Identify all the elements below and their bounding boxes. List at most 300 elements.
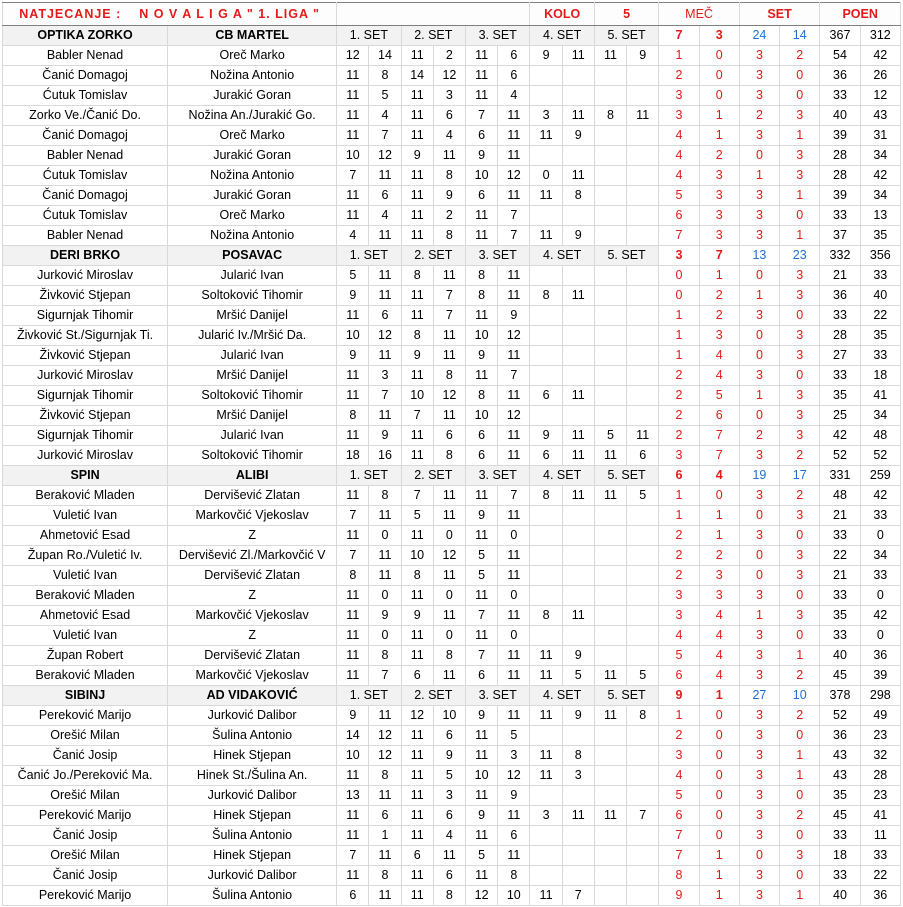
game-points-home: 33 — [820, 86, 860, 106]
set-score: 0 — [369, 526, 401, 546]
game-points-away: 33 — [860, 506, 900, 526]
away-player: Nožina Antonio — [168, 66, 337, 86]
set-score — [594, 726, 626, 746]
set-score: 11 — [594, 806, 626, 826]
set-score: 11 — [562, 806, 594, 826]
game-sets-home: 3 — [739, 306, 779, 326]
game-row — [3, 106, 901, 126]
running-match-home: 4 — [659, 126, 699, 146]
set-score: 0 — [369, 586, 401, 606]
set-score: 7 — [498, 366, 530, 386]
game-row — [3, 46, 901, 66]
set-score: 12 — [498, 766, 530, 786]
set-score: 8 — [433, 646, 465, 666]
set-score: 0 — [369, 626, 401, 646]
running-match-home: 3 — [659, 746, 699, 766]
set-score: 11 — [562, 106, 594, 126]
set-score: 8 — [562, 186, 594, 206]
set-score: 11 — [337, 866, 369, 886]
away-player: Hinek St./Šulina An. — [168, 766, 337, 786]
set-score: 11 — [401, 826, 433, 846]
running-match-home: 1 — [659, 306, 699, 326]
set-score: 11 — [401, 726, 433, 746]
away-player: Šulina Antonio — [168, 826, 337, 846]
game-points-away: 28 — [860, 766, 900, 786]
set-score — [594, 886, 626, 906]
home-player: Župan Ro./Vuletić Iv. — [3, 546, 168, 566]
running-match-away: 2 — [699, 546, 739, 566]
set-score: 11 — [498, 446, 530, 466]
away-team-name: CB MARTEL — [168, 26, 337, 46]
set-score: 11 — [369, 846, 401, 866]
points-home-total: 378 — [820, 686, 860, 706]
set-score: 11 — [369, 786, 401, 806]
game-sets-away: 1 — [780, 126, 820, 146]
set-score: 9 — [498, 786, 530, 806]
running-match-home: 2 — [659, 406, 699, 426]
game-sets-home: 3 — [739, 366, 779, 386]
set-score: 11 — [594, 706, 626, 726]
league-name: N O V A L I G A " 1. LIGA " — [139, 6, 320, 21]
set-score — [627, 786, 659, 806]
set-score — [627, 566, 659, 586]
set-score: 8 — [433, 886, 465, 906]
set-score: 11 — [498, 606, 530, 626]
running-match-home: 9 — [659, 886, 699, 906]
game-sets-away: 3 — [780, 406, 820, 426]
running-match-away: 0 — [699, 766, 739, 786]
set-score: 11 — [530, 886, 562, 906]
set-score: 11 — [433, 146, 465, 166]
game-sets-home: 3 — [739, 446, 779, 466]
running-match-away: 0 — [699, 826, 739, 846]
set-score: 6 — [498, 46, 530, 66]
away-player: Soltoković Tihomir — [168, 286, 337, 306]
set-score — [627, 266, 659, 286]
set-header-4: 4. SET — [530, 686, 594, 706]
game-points-home: 40 — [820, 106, 860, 126]
set-score: 9 — [337, 346, 369, 366]
set-score: 11 — [433, 606, 465, 626]
game-sets-away: 3 — [780, 106, 820, 126]
set-score — [627, 306, 659, 326]
set-score: 11 — [369, 286, 401, 306]
set-score: 11 — [466, 866, 498, 886]
game-sets-away: 0 — [780, 366, 820, 386]
set-score: 8 — [401, 266, 433, 286]
set-score: 8 — [369, 866, 401, 886]
running-match-away: 4 — [699, 666, 739, 686]
game-sets-home: 3 — [739, 46, 779, 66]
away-player: Šulina Antonio — [168, 886, 337, 906]
set-score: 11 — [401, 646, 433, 666]
game-points-home: 35 — [820, 386, 860, 406]
game-points-away: 0 — [860, 586, 900, 606]
game-points-home: 21 — [820, 566, 860, 586]
game-points-away: 48 — [860, 426, 900, 446]
match-home-score: 3 — [659, 246, 699, 266]
game-points-home: 36 — [820, 726, 860, 746]
away-player: Šulina Antonio — [168, 726, 337, 746]
match-home-score: 9 — [659, 686, 699, 706]
set-score: 8 — [530, 486, 562, 506]
game-points-away: 11 — [860, 826, 900, 846]
set-score: 6 — [369, 306, 401, 326]
set-score: 4 — [369, 106, 401, 126]
running-match-home: 1 — [659, 46, 699, 66]
set-score: 6 — [530, 446, 562, 466]
away-player: Dervišević Zlatan — [168, 646, 337, 666]
away-player: Jurakić Goran — [168, 86, 337, 106]
set-score: 11 — [530, 646, 562, 666]
game-points-home: 52 — [820, 446, 860, 466]
game-sets-away: 0 — [780, 826, 820, 846]
home-player: Živković Stjepan — [3, 286, 168, 306]
set-score: 11 — [594, 486, 626, 506]
home-player: Ćutuk Tomislav — [3, 166, 168, 186]
game-row — [3, 166, 901, 186]
running-match-away: 1 — [699, 866, 739, 886]
set-score: 12 — [433, 66, 465, 86]
set-score: 8 — [562, 746, 594, 766]
set-score: 7 — [369, 126, 401, 146]
home-player: Pereković Marijo — [3, 806, 168, 826]
game-points-home: 36 — [820, 66, 860, 86]
set-score — [627, 646, 659, 666]
game-row — [3, 146, 901, 166]
game-points-away: 23 — [860, 786, 900, 806]
set-score: 11 — [594, 446, 626, 466]
set-header-3: 3. SET — [466, 466, 530, 486]
set-score: 8 — [530, 286, 562, 306]
set-score: 10 — [466, 326, 498, 346]
set-score: 11 — [627, 426, 659, 446]
set-score: 7 — [498, 226, 530, 246]
running-match-away: 1 — [699, 526, 739, 546]
game-sets-away: 1 — [780, 646, 820, 666]
set-score: 10 — [466, 166, 498, 186]
game-row — [3, 446, 901, 466]
game-sets-home: 0 — [739, 346, 779, 366]
set-score: 11 — [369, 706, 401, 726]
set-score: 11 — [401, 786, 433, 806]
set-score: 11 — [433, 266, 465, 286]
game-points-home: 43 — [820, 766, 860, 786]
game-sets-home: 0 — [739, 566, 779, 586]
poen-label: POEN — [820, 3, 901, 26]
set-score: 11 — [498, 186, 530, 206]
set-score — [627, 146, 659, 166]
set-score: 16 — [369, 446, 401, 466]
set-score: 6 — [433, 726, 465, 746]
set-score — [530, 326, 562, 346]
set-score — [627, 606, 659, 626]
set-score: 9 — [466, 706, 498, 726]
game-points-away: 34 — [860, 406, 900, 426]
set-score — [594, 146, 626, 166]
set-score — [627, 866, 659, 886]
set-score: 11 — [401, 306, 433, 326]
away-player: Jurković Dalibor — [168, 866, 337, 886]
set-score: 5 — [433, 766, 465, 786]
set-score: 9 — [627, 46, 659, 66]
game-points-away: 33 — [860, 266, 900, 286]
set-score: 9 — [562, 706, 594, 726]
game-row — [3, 86, 901, 106]
set-score: 11 — [530, 706, 562, 726]
game-points-away: 18 — [860, 366, 900, 386]
away-player: Hinek Stjepan — [168, 746, 337, 766]
set-score — [594, 206, 626, 226]
set-score — [594, 166, 626, 186]
set-header-2: 2. SET — [401, 466, 465, 486]
set-score: 11 — [337, 486, 369, 506]
home-player: Vuletić Ivan — [3, 566, 168, 586]
set-score: 11 — [401, 286, 433, 306]
set-score: 11 — [466, 206, 498, 226]
running-match-away: 4 — [699, 346, 739, 366]
game-points-home: 54 — [820, 46, 860, 66]
game-sets-home: 3 — [739, 726, 779, 746]
away-player: Markovčić Vjekoslav — [168, 666, 337, 686]
set-score: 11 — [337, 606, 369, 626]
set-score — [594, 186, 626, 206]
set-score: 10 — [466, 406, 498, 426]
set-score: 11 — [498, 666, 530, 686]
game-points-home: 22 — [820, 546, 860, 566]
set-score: 8 — [369, 486, 401, 506]
set-score: 8 — [401, 326, 433, 346]
running-match-home: 1 — [659, 506, 699, 526]
game-row — [3, 306, 901, 326]
set-score — [594, 646, 626, 666]
set-header-3: 3. SET — [466, 26, 530, 46]
set-score — [627, 286, 659, 306]
running-match-home: 7 — [659, 846, 699, 866]
away-player: Markovčić Vjekoslav — [168, 606, 337, 626]
set-score: 11 — [466, 226, 498, 246]
game-row — [3, 546, 901, 566]
set-score — [594, 626, 626, 646]
running-match-away: 0 — [699, 706, 739, 726]
match-away-score: 4 — [699, 466, 739, 486]
set-score: 9 — [530, 426, 562, 446]
running-match-home: 1 — [659, 706, 699, 726]
set-score: 11 — [562, 606, 594, 626]
game-row — [3, 486, 901, 506]
home-team-name: SPIN — [3, 466, 168, 486]
running-match-away: 4 — [699, 646, 739, 666]
away-player: Hinek Stjepan — [168, 806, 337, 826]
game-points-away: 41 — [860, 806, 900, 826]
set-score: 11 — [594, 46, 626, 66]
set-score: 0 — [498, 526, 530, 546]
home-player: Beraković Mladen — [3, 586, 168, 606]
set-score: 11 — [369, 226, 401, 246]
set-score: 11 — [369, 346, 401, 366]
away-team-name: POSAVAC — [168, 246, 337, 266]
set-score: 11 — [530, 666, 562, 686]
game-points-home: 25 — [820, 406, 860, 426]
game-points-home: 39 — [820, 126, 860, 146]
set-header-3: 3. SET — [466, 246, 530, 266]
game-points-away: 22 — [860, 866, 900, 886]
home-player: Vuletić Ivan — [3, 506, 168, 526]
set-score — [530, 546, 562, 566]
game-sets-away: 1 — [780, 186, 820, 206]
game-row — [3, 386, 901, 406]
set-score: 11 — [337, 626, 369, 646]
set-score: 7 — [369, 386, 401, 406]
set-score — [530, 86, 562, 106]
game-sets-home: 3 — [739, 526, 779, 546]
game-sets-home: 2 — [739, 106, 779, 126]
game-points-away: 42 — [860, 166, 900, 186]
set-score: 4 — [369, 206, 401, 226]
set-score: 8 — [433, 166, 465, 186]
competition-title — [3, 3, 337, 26]
away-player: Nožina An./Jurakić Go. — [168, 106, 337, 126]
set-score: 12 — [498, 326, 530, 346]
sets-away-total: 14 — [780, 26, 820, 46]
match-away-score: 1 — [699, 686, 739, 706]
set-score — [530, 266, 562, 286]
set-score — [594, 866, 626, 886]
set-header-2: 2. SET — [401, 26, 465, 46]
away-player: Oreč Marko — [168, 46, 337, 66]
set-score: 9 — [369, 606, 401, 626]
set-score: 11 — [498, 426, 530, 446]
game-sets-away: 1 — [780, 226, 820, 246]
set-score: 6 — [433, 106, 465, 126]
game-sets-home: 1 — [739, 606, 779, 626]
sets-home-total: 13 — [739, 246, 779, 266]
game-sets-away: 3 — [780, 846, 820, 866]
game-row — [3, 266, 901, 286]
set-score: 11 — [337, 386, 369, 406]
set-header-2: 2. SET — [401, 246, 465, 266]
set-score: 0 — [433, 626, 465, 646]
home-player: Čanić Josip — [3, 826, 168, 846]
set-score: 11 — [337, 66, 369, 86]
set-score — [530, 786, 562, 806]
game-points-away: 43 — [860, 106, 900, 126]
set-score: 5 — [498, 726, 530, 746]
game-points-away: 39 — [860, 666, 900, 686]
set-score: 11 — [369, 406, 401, 426]
set-score: 6 — [337, 886, 369, 906]
game-points-away: 41 — [860, 386, 900, 406]
set-score — [530, 826, 562, 846]
away-player: Mršić Danijel — [168, 306, 337, 326]
game-points-home: 18 — [820, 846, 860, 866]
sets-home-total: 24 — [739, 26, 779, 46]
game-sets-home: 3 — [739, 186, 779, 206]
set-score: 8 — [627, 706, 659, 726]
set-score: 9 — [337, 706, 369, 726]
set-score: 11 — [498, 126, 530, 146]
set-score: 4 — [498, 86, 530, 106]
home-player: Beraković Mladen — [3, 486, 168, 506]
set-header-5: 5. SET — [594, 246, 658, 266]
running-match-away: 0 — [699, 86, 739, 106]
set-score: 3 — [433, 786, 465, 806]
game-sets-home: 3 — [739, 226, 779, 246]
set-score — [594, 826, 626, 846]
game-points-home: 33 — [820, 306, 860, 326]
set-score: 5 — [337, 266, 369, 286]
set-score: 12 — [369, 146, 401, 166]
running-match-away: 0 — [699, 726, 739, 746]
away-player: Jurković Dalibor — [168, 786, 337, 806]
game-points-away: 42 — [860, 486, 900, 506]
running-match-home: 3 — [659, 86, 699, 106]
game-sets-home: 1 — [739, 386, 779, 406]
game-row — [3, 326, 901, 346]
game-row — [3, 506, 901, 526]
game-points-home: 40 — [820, 886, 860, 906]
set-score: 7 — [337, 546, 369, 566]
away-player: Dervišević Zlatan — [168, 566, 337, 586]
game-sets-home: 2 — [739, 426, 779, 446]
set-header-4: 4. SET — [530, 466, 594, 486]
set-score — [627, 366, 659, 386]
set-score — [530, 586, 562, 606]
set-score — [594, 386, 626, 406]
game-sets-away: 3 — [780, 346, 820, 366]
set-score — [562, 266, 594, 286]
set-score: 10 — [337, 746, 369, 766]
set-score: 10 — [401, 546, 433, 566]
set-score: 3 — [530, 806, 562, 826]
game-sets-away: 2 — [780, 666, 820, 686]
sets-away-total: 23 — [780, 246, 820, 266]
set-score: 9 — [433, 186, 465, 206]
set-score: 11 — [498, 566, 530, 586]
natjecanje-label: NATJECANJE : — [19, 6, 122, 21]
set-score: 11 — [466, 826, 498, 846]
game-row — [3, 406, 901, 426]
set-score: 12 — [498, 406, 530, 426]
set-score — [627, 386, 659, 406]
set-score: 11 — [337, 366, 369, 386]
game-points-home: 45 — [820, 806, 860, 826]
running-match-away: 3 — [699, 566, 739, 586]
set-score: 7 — [562, 886, 594, 906]
set-score: 7 — [433, 286, 465, 306]
game-sets-away: 3 — [780, 166, 820, 186]
set-score: 6 — [466, 426, 498, 446]
set-score: 8 — [337, 406, 369, 426]
home-player: Pereković Marijo — [3, 886, 168, 906]
set-score: 11 — [466, 726, 498, 746]
game-points-home: 36 — [820, 286, 860, 306]
sets-home-total: 19 — [739, 466, 779, 486]
game-sets-away: 3 — [780, 286, 820, 306]
running-match-home: 4 — [659, 626, 699, 646]
running-match-home: 3 — [659, 586, 699, 606]
game-row — [3, 866, 901, 886]
set-score: 12 — [369, 726, 401, 746]
running-match-home: 3 — [659, 446, 699, 466]
game-points-home: 28 — [820, 166, 860, 186]
running-match-home: 4 — [659, 766, 699, 786]
set-score: 7 — [466, 646, 498, 666]
game-points-home: 33 — [820, 586, 860, 606]
set-score — [627, 206, 659, 226]
running-match-away: 1 — [699, 846, 739, 866]
set-score — [562, 326, 594, 346]
